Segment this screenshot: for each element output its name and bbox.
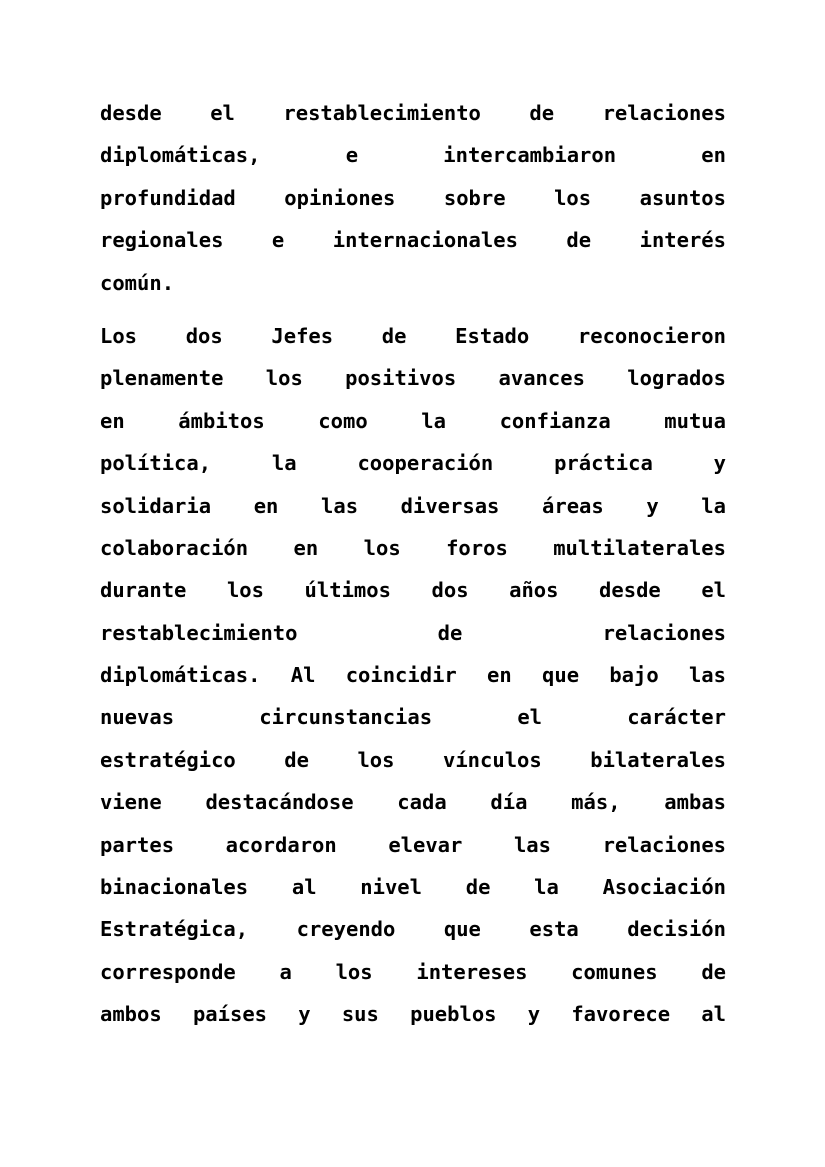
text-line: desde el restablecimiento de relaciones — [100, 101, 726, 125]
text-line: nuevas circunstancias el carácter — [100, 705, 726, 730]
text-line: diplomáticas. Al coincidir en que bajo las — [100, 663, 726, 688]
text-line: en ámbitos como la confianza mutua — [100, 408, 726, 433]
text-line: corresponde a los intereses comunes de — [100, 959, 726, 984]
text-line: común. — [100, 270, 175, 295]
text-line: Estratégica, creyendo que esta decisión — [100, 917, 726, 942]
paragraph-1 — [100, 92, 726, 304]
text-line: regionales e internacionales de interés — [100, 228, 726, 253]
body-text — [100, 92, 726, 1036]
text-line: diplomáticas, e intercambiaron en — [100, 143, 726, 168]
text-line: partes acordaron elevar las relaciones — [100, 832, 726, 857]
text-line: solidaria en las diversas áreas y la — [100, 493, 726, 518]
text-line: colaboración en los foros multilaterales — [100, 535, 726, 560]
paragraph-2 — [100, 315, 726, 1036]
text-line: restablecimiento de relaciones — [100, 620, 726, 645]
text-line: estratégico de los vínculos bilaterales — [100, 747, 726, 772]
text-line: binacionales al nivel de la Asociación — [100, 875, 726, 900]
text-line: viene destacándose cada día más, ambas — [100, 790, 726, 815]
text-line: plenamente los positivos avances logrados — [100, 366, 726, 391]
text-line: Los dos Jefes de Estado reconocieron — [100, 323, 726, 348]
text-line: durante los últimos dos años desde el — [100, 578, 726, 603]
text-line: ambos países y sus pueblos y favorece al — [100, 1002, 726, 1027]
text-line: profundidad opiniones sobre los asuntos — [100, 185, 726, 210]
text-line: política, la cooperación práctica y — [100, 451, 726, 476]
